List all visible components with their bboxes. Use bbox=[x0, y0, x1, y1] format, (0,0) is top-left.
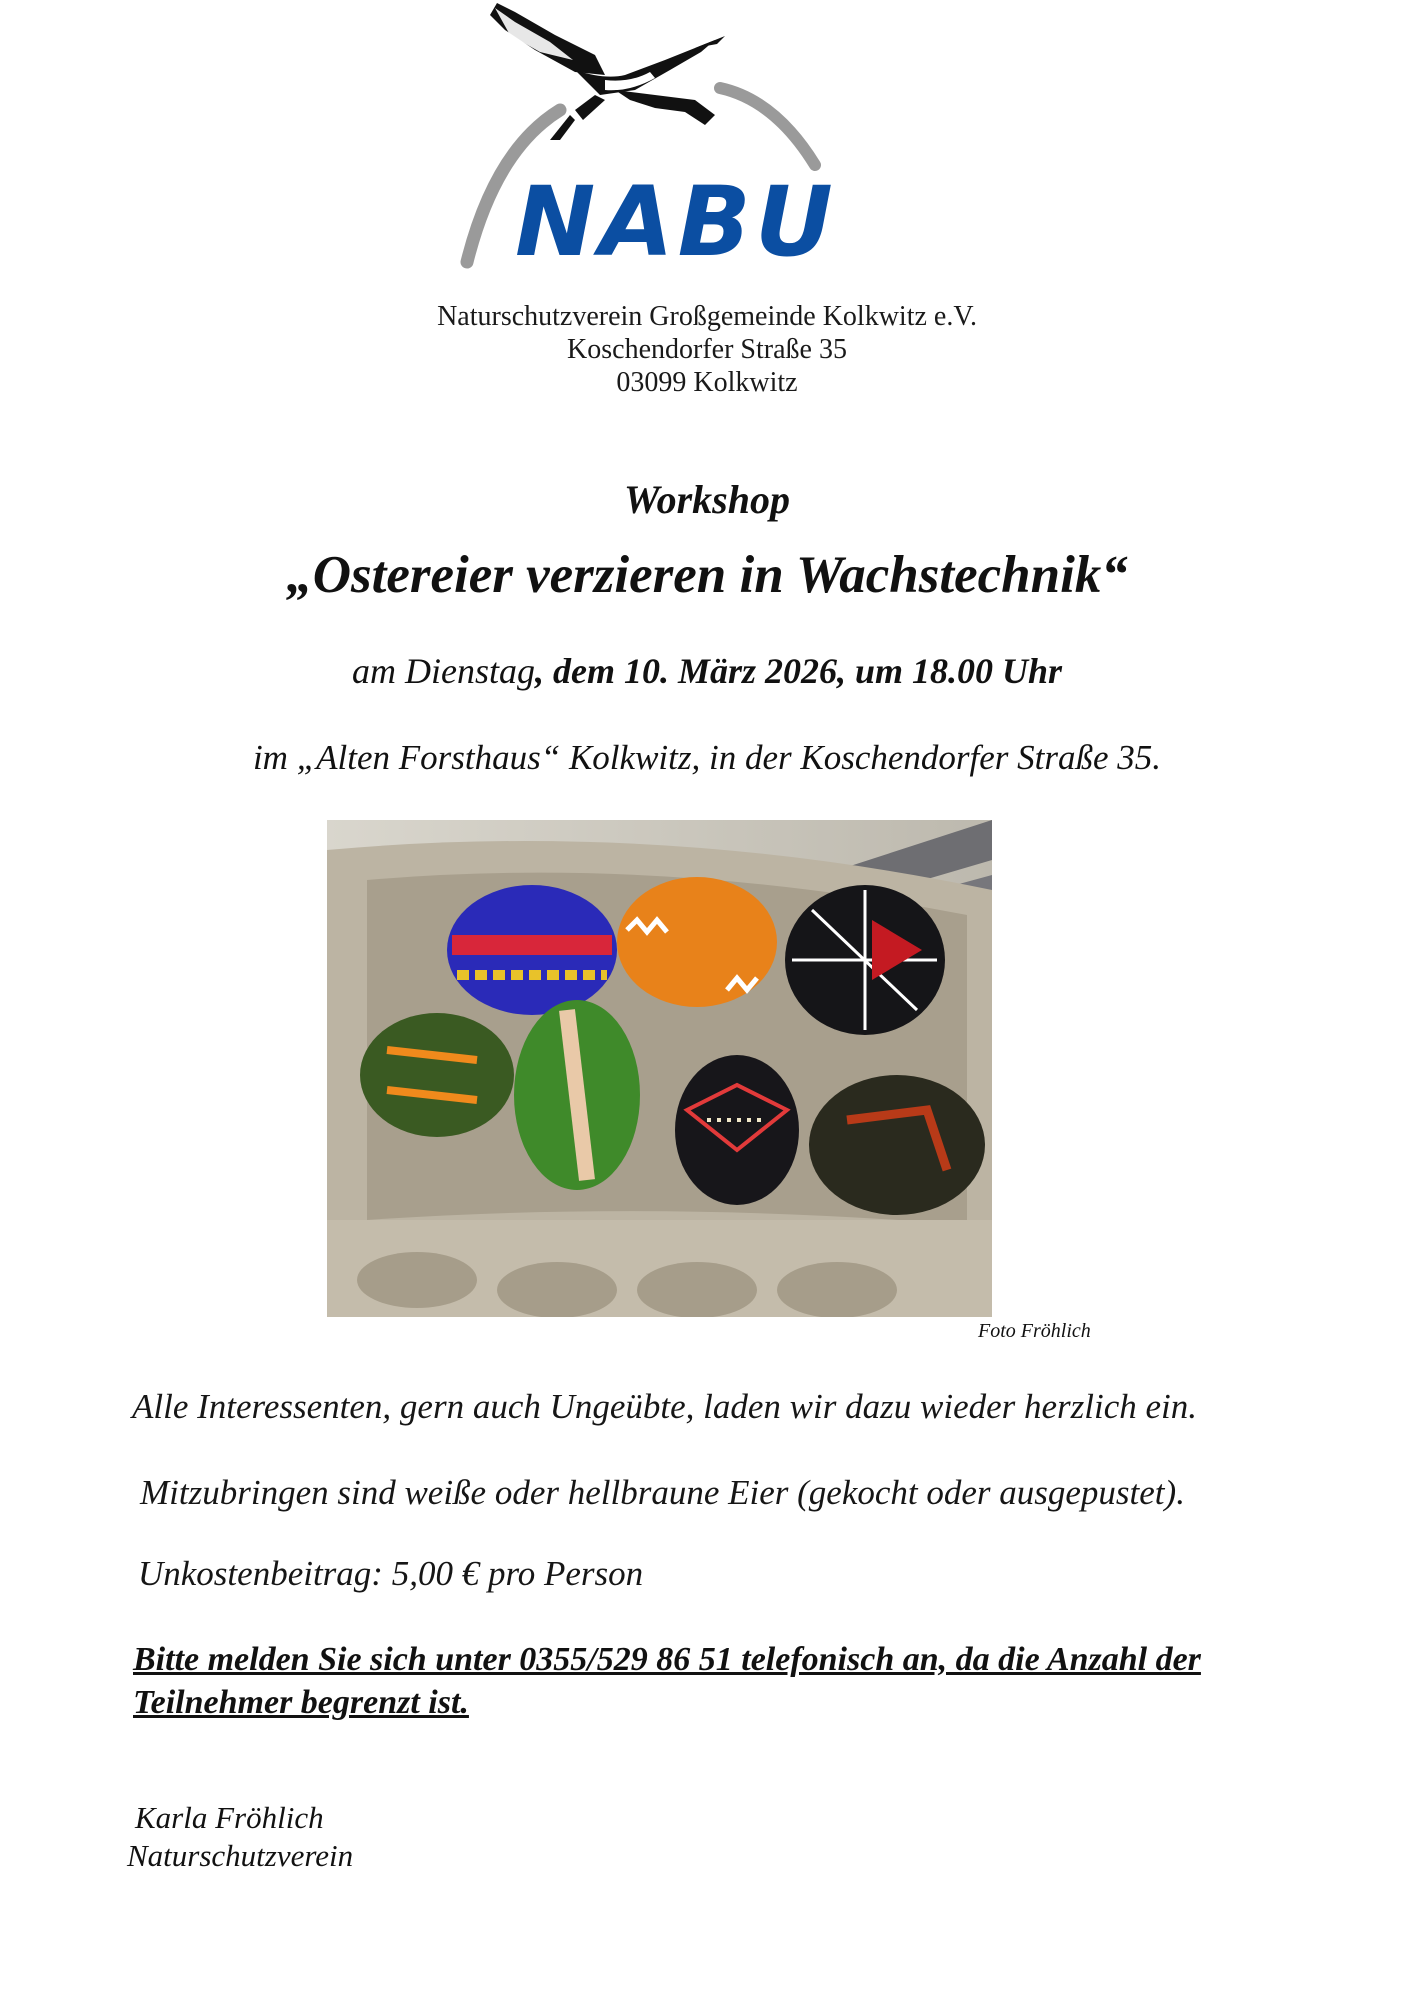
organization-address bbox=[0, 300, 1414, 399]
egg-blue bbox=[447, 885, 617, 1015]
address-line-3: 03099 Kolkwitz bbox=[616, 367, 798, 398]
easter-eggs-photo bbox=[327, 820, 992, 1317]
nabu-logo bbox=[455, 0, 875, 275]
registration-notice: Bitte melden Sie sich unter 0355/529 86 51 telefonisch an, da die Anzahl der Teilnehmer begrenzt ist. bbox=[133, 1641, 1201, 1721]
event-kind: Workshop bbox=[624, 477, 790, 522]
event-date bbox=[0, 650, 1414, 692]
event-title: „Ostereier verzieren in Wachstechnik“ bbox=[286, 546, 1128, 604]
egg-green bbox=[514, 1000, 640, 1190]
egg-dark-red bbox=[809, 1075, 985, 1215]
egg-black-white bbox=[675, 1055, 799, 1205]
egg-black-red bbox=[785, 885, 945, 1035]
address-line-1: Naturschutzverein Großgemeinde Kolkwitz e.V. bbox=[437, 301, 977, 332]
fee-text: Unkostenbeitrag: 5,00 € pro Person bbox=[138, 1554, 644, 1593]
egg-orange bbox=[617, 877, 777, 1007]
photo-credit: Foto Fröhlich bbox=[978, 1320, 1091, 1342]
signature-org: Naturschutzverein bbox=[127, 1838, 354, 1873]
invite-text: Alle Interessenten, gern auch Ungeübte, laden wir dazu wieder herzlich ein. bbox=[132, 1387, 1198, 1426]
address-line-2: Koschendorfer Straße 35 bbox=[567, 334, 847, 365]
signature-name: Karla Fröhlich bbox=[135, 1800, 324, 1835]
egg-orange-green bbox=[360, 1013, 514, 1137]
event-place: im „Alten Forsthaus“ Kolkwitz, in der Koschendorfer Straße 35. bbox=[252, 738, 1162, 777]
date-prefix: am Dienstag bbox=[351, 651, 535, 691]
bring-text: Mitzubringen sind weiße oder hellbraune Eier (gekocht oder ausgepustet). bbox=[140, 1473, 1185, 1512]
stork-icon bbox=[490, 3, 725, 140]
date-main: , dem 10. März 2026, um 18.00 Uhr bbox=[534, 651, 1063, 691]
logo-text: NABU bbox=[515, 166, 837, 275]
